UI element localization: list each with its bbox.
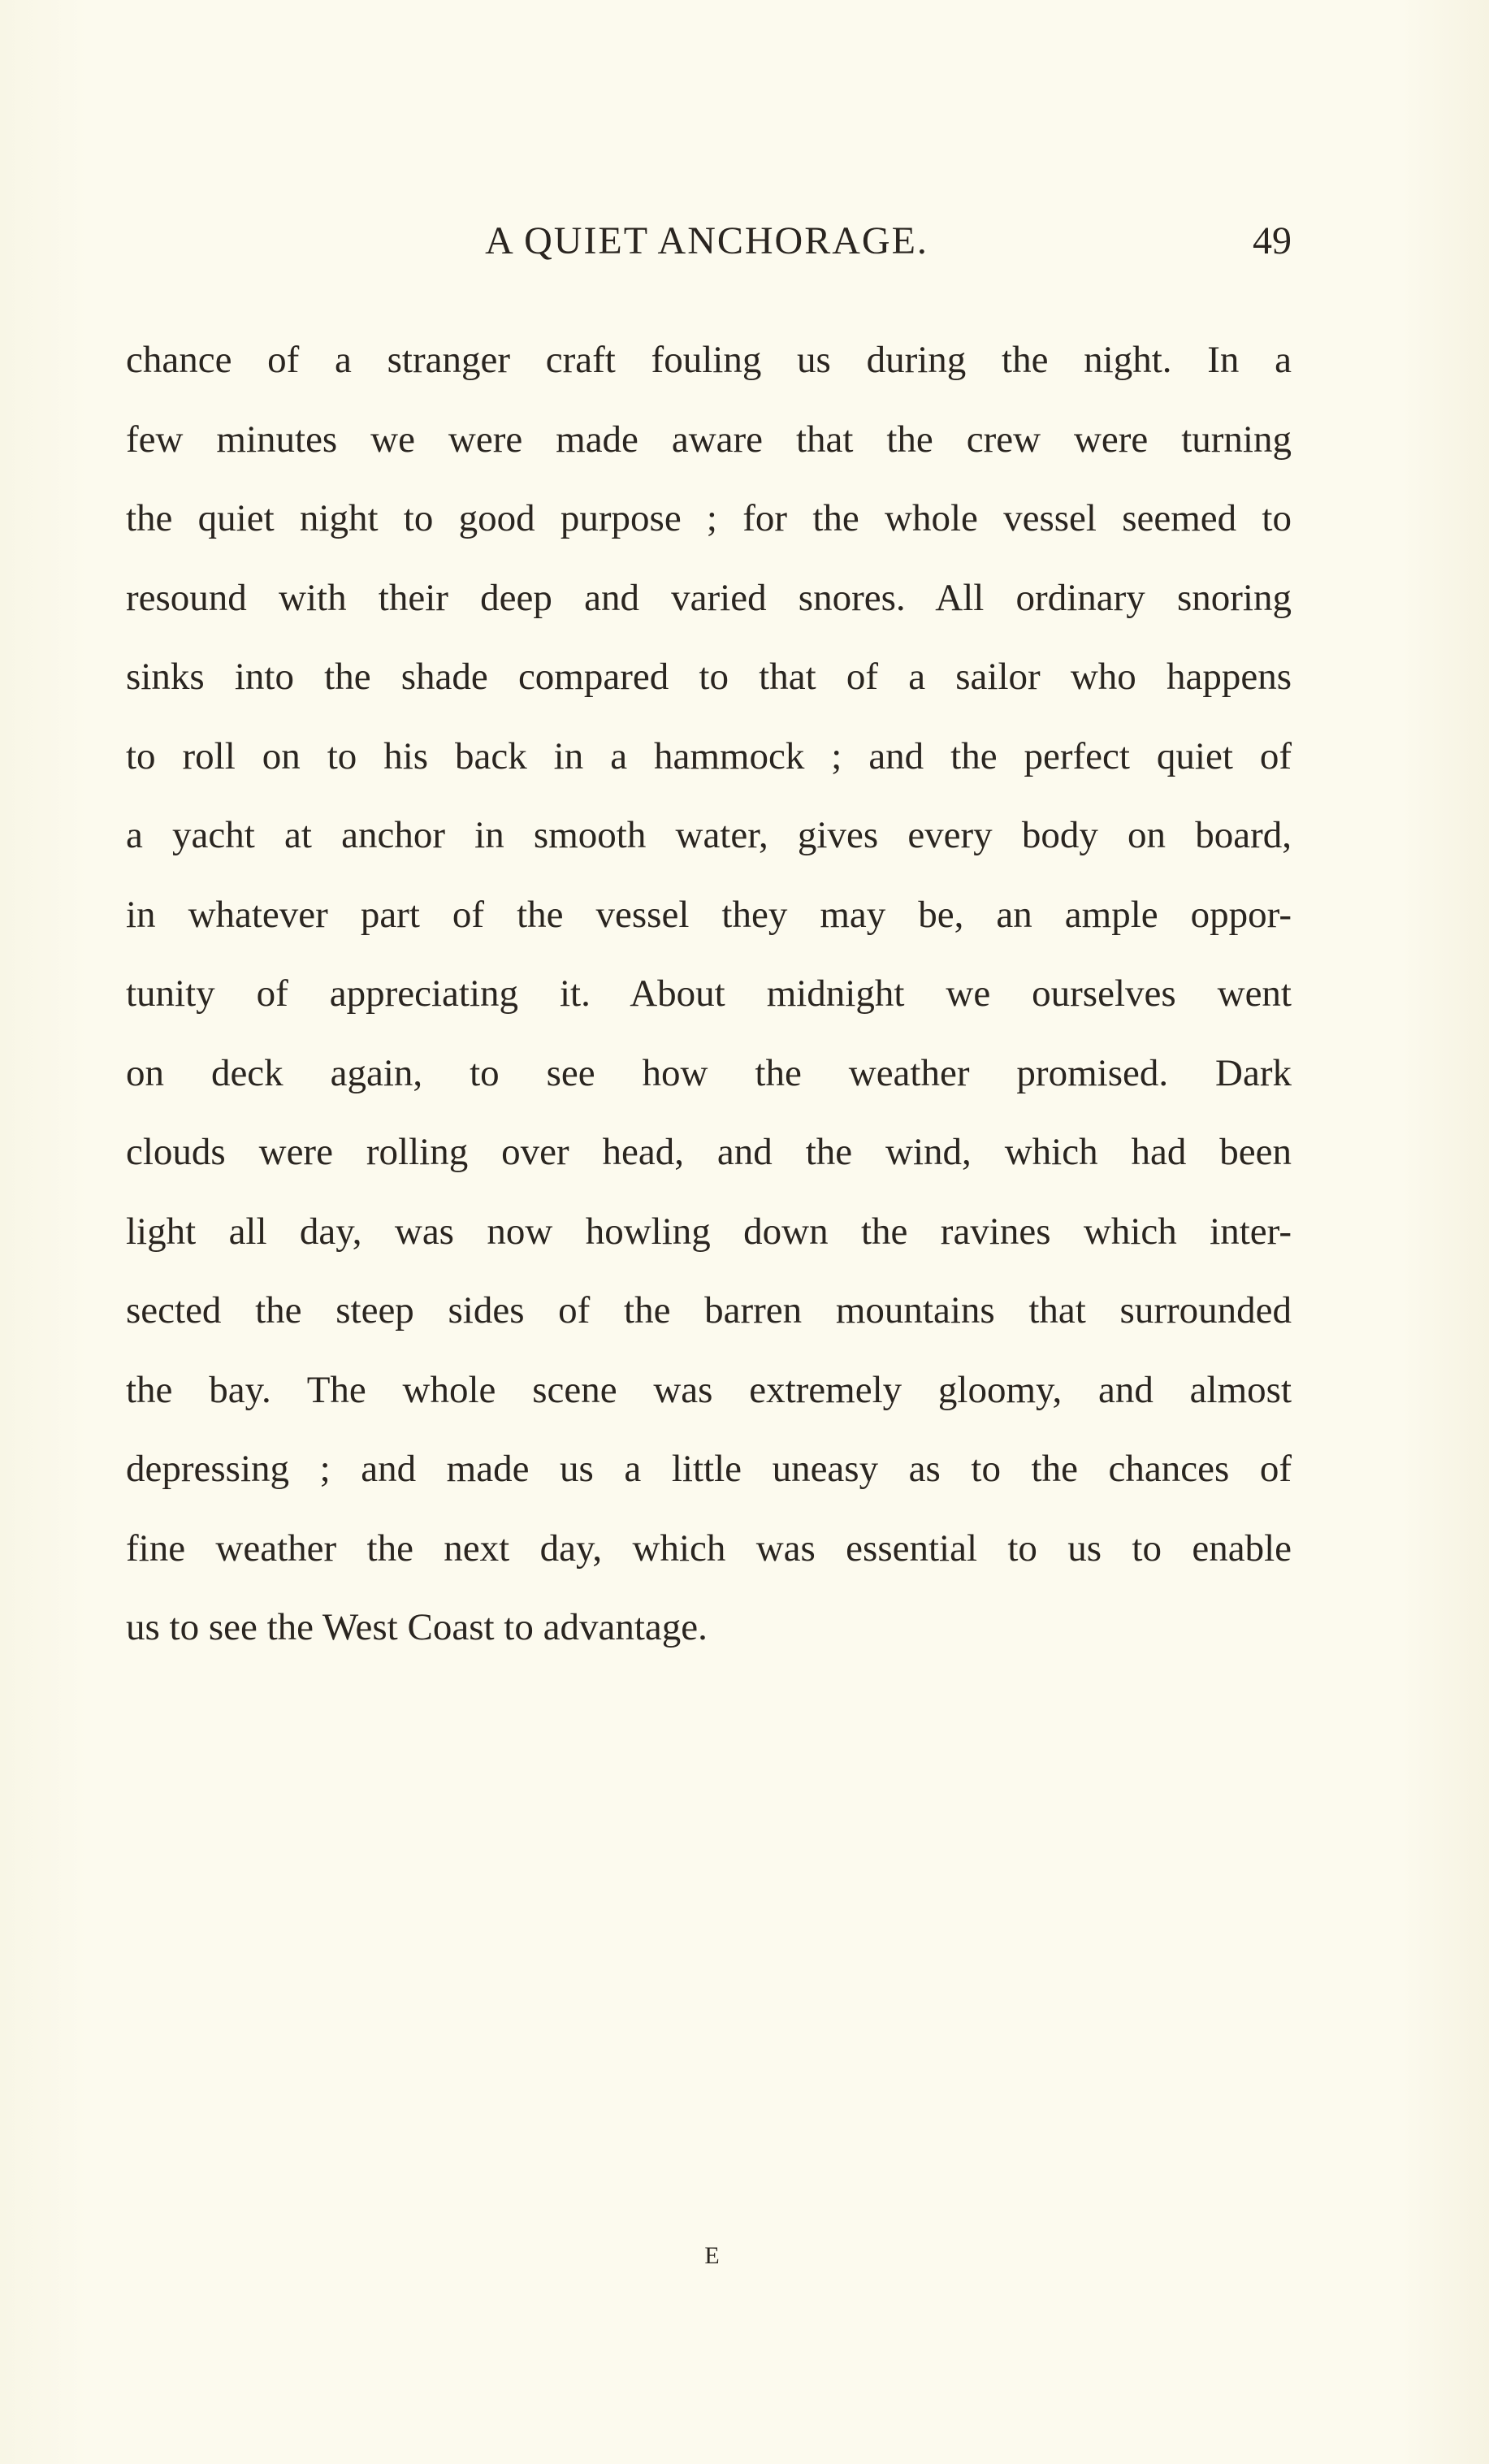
text-line: few minutes we were made aware that the crew were turning [126,418,1292,461]
text-line: on deck again, to see how the weather promised. Dark [126,1051,1292,1094]
text-line-last: us to see the West Coast to advantage. [126,1606,708,1648]
page-header [122,213,1292,270]
text-line: chance of a stranger craft fouling us during the night. In a [126,339,1292,381]
running-title: A QUIET ANCHORAGE. [485,219,928,262]
text-line: the quiet night to good purpose ; for the whole vessel seemed to [126,497,1292,539]
page-number: 49 [1253,219,1292,262]
text-line: clouds were rolling over head, and the wind, which had been [126,1131,1292,1173]
text-line: to roll on to his back in a hammock ; and the perfect quiet of [126,734,1292,777]
text-line: in whatever part of the vessel they may be, an ample oppor- [126,893,1292,936]
text-line: the bay. The whole scene was extremely gloomy, and almost [126,1368,1292,1411]
body-text [126,321,1292,1668]
text-line: resound with their deep and varied snores. All ordinary snoring [126,576,1292,619]
text-line: light all day, was now howling down the ravines which inter- [126,1210,1292,1253]
signature-mark: E [704,2242,721,2269]
text-line: tunity of appreciating it. About midnight we ourselves went [126,972,1292,1015]
text-line: sinks into the shade compared to that of a sailor who happens [126,656,1292,698]
text-line: fine weather the next day, which was essential to us to enable [126,1526,1292,1570]
text-line: a yacht at anchor in smooth water, gives every body on board, [126,814,1292,856]
text-line: sected the steep sides of the barren mountains that surrounded [126,1289,1292,1332]
text-line: depressing ; and made us a little uneasy as to the chances of [126,1448,1292,1490]
